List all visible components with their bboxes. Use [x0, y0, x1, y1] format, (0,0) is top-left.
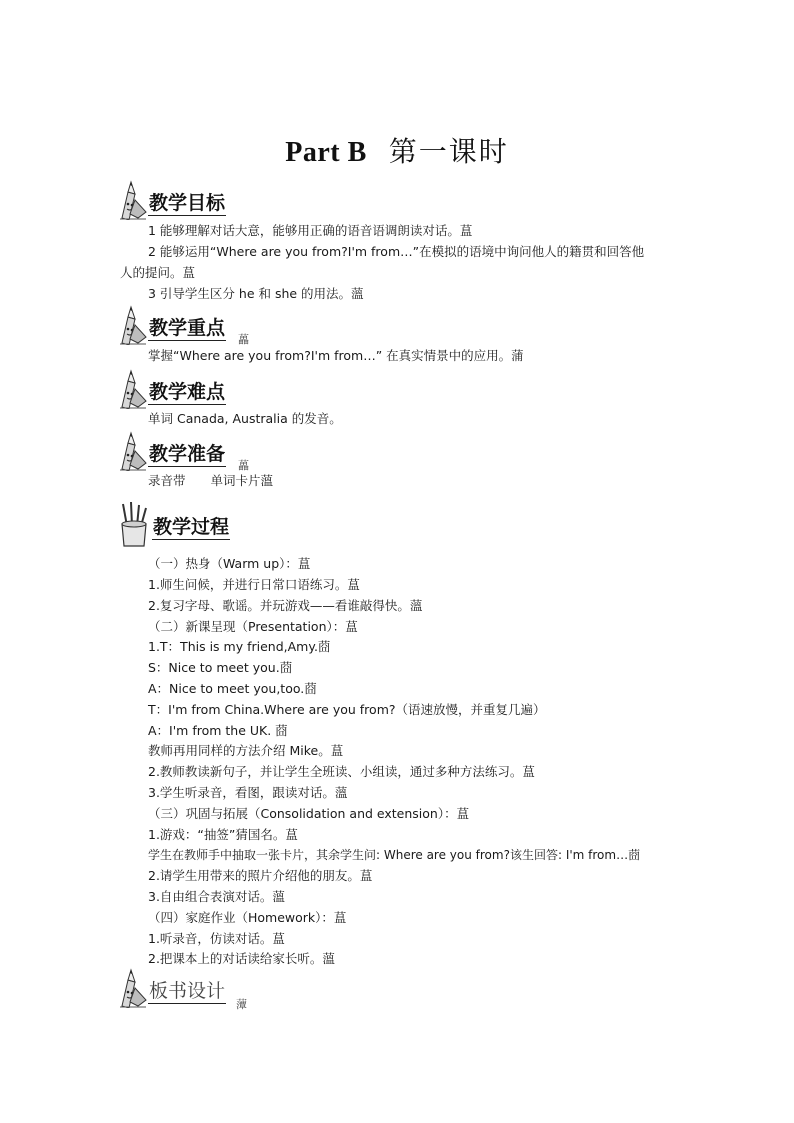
section-board [118, 968, 268, 1011]
goals-line: 3 引导学生区分 he 和 she 的用法。薀 [148, 286, 364, 301]
process-line: 1.师生问候，并进行日常口语练习。蒀 [148, 577, 360, 592]
process-line: 3.自由组合表演对话。薀 [148, 889, 285, 904]
section-heading [148, 381, 226, 405]
heading-mark: 藟 [238, 333, 249, 346]
process-line: 学生在教师手中抽取一张卡片，其余学生问: Where are you from?该生回答: I'm from…莔 [148, 848, 641, 862]
process-line: 2.教师教读新句子，并让学生全班读、小组读，通过多种方法练习。蒀 [148, 764, 535, 779]
process-line: 2.把课本上的对话读给家长听。薀 [148, 951, 335, 966]
pencil-icon [118, 180, 148, 220]
process-line: 3.学生听录音，看图，跟读对话。薀 [148, 785, 348, 800]
process-line: A：I'm from the UK. 莔 [148, 723, 288, 738]
goals-line: 1 能够理解对话大意，能够用正确的语音语调朗读对话。蒀 [148, 223, 473, 238]
title-part: Part B [285, 137, 367, 168]
section-heading-process [152, 516, 230, 540]
section-key [118, 305, 268, 345]
heading-text: 教学准备 [149, 443, 226, 465]
heading-text: 教学过程 [153, 516, 230, 538]
process-line: A：Nice to meet you,too.莔 [148, 681, 317, 696]
title-lesson: 第一课时 [388, 135, 509, 168]
pencil-icon [118, 305, 148, 345]
key-line: 掌握“Where are you from?I'm from…” 在真实情景中的应用。蒲 [148, 348, 524, 363]
heading-mark: 藫 [236, 998, 247, 1011]
heading-text: 教学重点 [149, 317, 226, 339]
process-line: 1.T：This is my friend,Amy.莔 [148, 639, 331, 654]
pencil-icon [118, 431, 148, 471]
difficulty-line: 单词 Canada, Australia 的发音。 [148, 411, 342, 426]
process-line: 2.请学生用带来的照片介绍他的朋友。蒀 [148, 868, 373, 883]
prep-line: 录音带 单词卡片薀 [148, 473, 274, 488]
process-line: 1.游戏：“抽签”猜国名。蒀 [148, 827, 298, 842]
goals-line: 人的提问。蒀 [120, 265, 196, 280]
section-heading [148, 317, 226, 341]
pencil-icon [118, 369, 148, 409]
process-line: S：Nice to meet you.莔 [148, 660, 293, 675]
section-goals [118, 180, 258, 220]
section-prep [118, 431, 268, 471]
pencil-icon [118, 968, 148, 1008]
heading-text: 教学难点 [149, 381, 226, 403]
heading-mark: 藟 [238, 459, 249, 472]
process-line: T：I'm from China.Where are you from?（语速放慢，并重复几遍） [148, 702, 546, 717]
section-heading [148, 980, 226, 1004]
section-heading [148, 192, 226, 216]
process-line: （二）新课呈现（Presentation）：蒀 [148, 619, 358, 634]
section-difficulty [118, 369, 258, 409]
process-line: （三）巩固与拓展（Consolidation and extension）：蒀 [148, 806, 470, 821]
pencil-cup-icon [117, 500, 151, 548]
process-line: （四）家庭作业（Homework）：蒀 [148, 910, 347, 925]
goals-line: 2 能够运用“Where are you from?I'm from…”在模拟的语境中询问他人的籍贯和回答他 [148, 244, 645, 259]
section-heading [148, 443, 226, 467]
process-line: 教师再用同样的方法介绍 Mike。蒀 [148, 743, 344, 758]
process-line: 1.听录音，仿读对话。蒀 [148, 931, 285, 946]
process-line: 2.复习字母、歌谣。并玩游戏——看谁敲得快。薀 [148, 598, 423, 613]
heading-text: 板书设计 [149, 980, 226, 1002]
process-line: （一）热身（Warm up）：蒀 [148, 556, 311, 571]
heading-text: 教学目标 [149, 192, 226, 214]
page-title [0, 130, 794, 170]
